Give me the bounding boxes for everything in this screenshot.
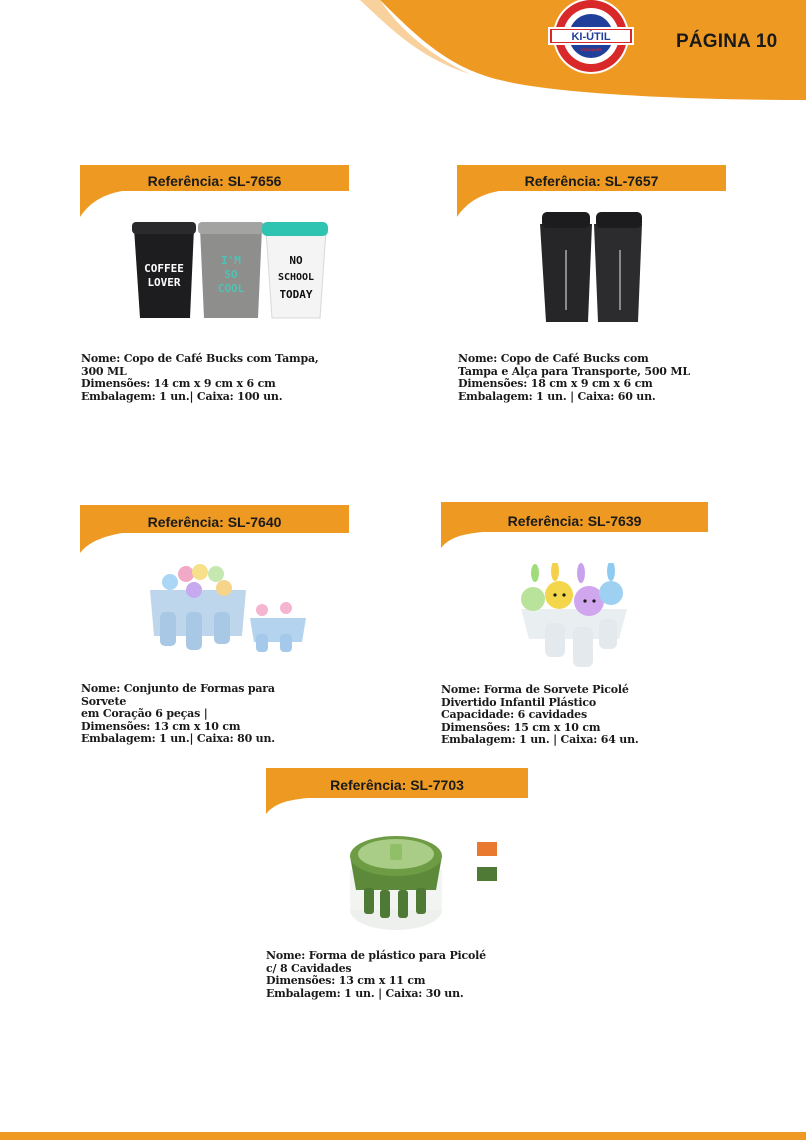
product-name-line-3: em Coração 6 peças | xyxy=(81,707,208,720)
product-info xyxy=(458,353,690,403)
product-name-line-1: Nome: Forma de Sorvete Picolé xyxy=(441,683,629,696)
reference-label: Referência: SL-7656 xyxy=(147,173,282,189)
reference-banner xyxy=(80,165,349,217)
product-info xyxy=(81,683,275,746)
product-name-line-2: Sorvete xyxy=(81,694,127,708)
product-photo-black-cups xyxy=(536,210,646,325)
logo-subtext: UTILIDADES xyxy=(580,48,602,52)
color-swatch-green[interactable] xyxy=(477,867,497,881)
product-dimensions: Dimensões: 14 cm x 9 cm x 6 cm xyxy=(81,377,276,390)
reference-banner xyxy=(441,502,708,548)
svg-text:NO: NO xyxy=(289,254,303,267)
product-packaging: Embalagem: 1 un. | Caixa: 30 un. xyxy=(266,986,464,1000)
product-name-line-1: Nome: Forma de plástico para Picolé xyxy=(266,949,486,962)
reference-label: Referência: SL-7640 xyxy=(147,514,282,530)
svg-text:COOL: COOL xyxy=(217,282,245,295)
product-dimensions: Dimensões: 15 cm x 10 cm xyxy=(441,720,601,734)
svg-text:SO: SO xyxy=(224,268,238,281)
product-name-line-2: c/ 8 Cavidades xyxy=(266,961,352,975)
svg-text:SCHOOL: SCHOOL xyxy=(277,272,315,283)
product-packaging: Embalagem: 1 un.| Caixa: 80 un. xyxy=(81,732,275,745)
product-name-line-2: 300 ML xyxy=(81,364,127,378)
reference-banner xyxy=(266,768,528,814)
reference-label: Referência: SL-7703 xyxy=(330,777,464,793)
color-swatch-orange[interactable] xyxy=(477,842,497,856)
product-photo-cups xyxy=(130,218,330,320)
product-info xyxy=(81,353,319,403)
product-capacity: Capacidade: 6 cavidades xyxy=(441,708,587,721)
product-info xyxy=(266,950,486,1000)
page-number: PÁGINA 10 xyxy=(676,31,778,52)
product-name-line-2: Tampa e Alça para Transporte, 500 ML xyxy=(458,364,690,378)
product-packaging: Embalagem: 1 un.| Caixa: 100 un. xyxy=(81,389,283,403)
logo-text: KI-ÚTIL xyxy=(571,31,611,43)
footer-bar xyxy=(0,1132,806,1140)
svg-text:I'M: I'M xyxy=(221,254,241,267)
svg-text:TODAY: TODAY xyxy=(279,288,313,301)
product-photo-round-mold xyxy=(346,826,446,934)
product-photo-bunny-molds xyxy=(515,563,633,671)
product-name-line-1: Nome: Copo de Café Bucks com Tampa, xyxy=(81,352,319,365)
product-name-line-1: Nome: Copo de Café Bucks com xyxy=(458,352,649,365)
svg-text:COFFEE: COFFEE xyxy=(144,262,184,275)
reference-banner xyxy=(80,505,349,553)
product-packaging: Embalagem: 1 un. | Caixa: 60 un. xyxy=(458,389,656,403)
reference-label: Referência: SL-7657 xyxy=(524,173,659,189)
product-packaging: Embalagem: 1 un. | Caixa: 64 un. xyxy=(441,733,639,746)
reference-label: Referência: SL-7639 xyxy=(507,513,642,529)
product-photo-heart-molds xyxy=(146,560,311,655)
product-dimensions: Dimensões: 13 cm x 11 cm xyxy=(266,974,426,987)
svg-text:LOVER: LOVER xyxy=(147,276,181,289)
product-dimensions: Dimensões: 13 cm x 10 cm xyxy=(81,719,241,733)
product-info xyxy=(441,684,639,747)
ki-util-logo xyxy=(546,0,636,76)
product-name-line-1: Nome: Conjunto de Formas para xyxy=(81,682,275,695)
product-dimensions: Dimensões: 18 cm x 9 cm x 6 cm xyxy=(458,377,653,390)
product-name-line-2: Divertido Infantil Plástico xyxy=(441,695,596,709)
